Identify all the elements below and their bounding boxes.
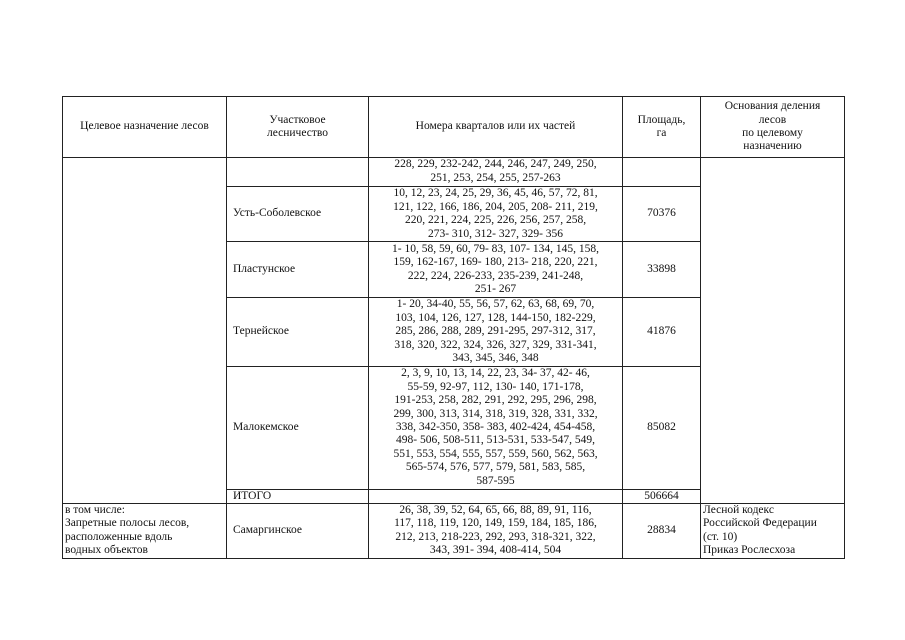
quarters-cell (369, 297, 623, 366)
area-cell: 33898 (623, 242, 701, 298)
district-cell: Тернейское (227, 297, 369, 366)
purpose-cell (63, 158, 227, 504)
text-line: 222, 224, 226-233, 235-239, 241-248, (407, 269, 584, 282)
text-line: 117, 118, 119, 120, 149, 159, 184, 185, 186, (394, 517, 597, 530)
sub-purpose-cell (63, 503, 227, 558)
header-purpose: Целевое назначение лесов (63, 97, 227, 158)
text-line: 10, 12, 23, 24, 25, 29, 36, 45, 46, 57, 72, 81, (393, 187, 598, 200)
table-row (63, 158, 845, 187)
text-line: Лесной кодекс (703, 503, 774, 516)
text-line: 551, 553, 554, 555, 557, 559, 560, 562, 563, (393, 447, 598, 460)
text-line: 338, 342-350, 358- 383, 402-424, 454-458, (395, 421, 596, 434)
area-cell: 85082 (623, 366, 701, 489)
text-line: 212, 213, 218-223, 292, 293, 318-321, 322, (395, 530, 596, 543)
header-district: Участковое лесничество (227, 97, 369, 158)
quarters-cell (369, 158, 623, 187)
text-line: 1- 10, 58, 59, 60, 79- 83, 107- 134, 145, 158, (392, 242, 599, 255)
district-cell: Малокемское (227, 366, 369, 489)
table-header-row (63, 97, 845, 158)
text-line: в том числе: (65, 503, 125, 516)
text-line: 587-595 (476, 474, 515, 487)
text-line: 26, 38, 39, 52, 64, 65, 66, 88, 89, 91, 116, (399, 503, 592, 516)
area-cell: 41876 (623, 297, 701, 366)
text-line: Запретные полосы лесов, (65, 517, 190, 530)
text-line: 220, 221, 224, 225, 226, 256, 257, 258, (404, 214, 587, 227)
district-cell (227, 158, 369, 187)
text-line: 343, 391- 394, 408-414, 504 (429, 544, 562, 557)
text-line: 103, 104, 126, 127, 128, 144-150, 182-229, (395, 311, 596, 324)
basis-cell (701, 158, 845, 504)
text-line: 285, 286, 288, 289, 291-295, 297-312, 317, (395, 325, 596, 338)
text-line: Российской Федерации (703, 517, 817, 530)
text-line: 251, 253, 254, 255, 257-263 (430, 171, 561, 184)
quarters-cell (369, 242, 623, 298)
header-basis: Основания деления лесов по целевому назначению (701, 97, 845, 158)
header-quarters: Номера кварталов или их частей (369, 97, 623, 158)
header-area: Площадь, га (623, 97, 701, 158)
area-cell (623, 158, 701, 187)
text-line: 159, 162-167, 169- 180, 213- 218, 220, 221, (393, 256, 598, 269)
text-line: (ст. 10) (703, 530, 738, 543)
sub-quarters-cell (369, 503, 623, 558)
total-quarters-cell (369, 489, 623, 503)
text-line: 251- 267 (474, 283, 517, 296)
forest-purpose-table (62, 96, 845, 559)
sub-area-cell: 28834 (623, 503, 701, 558)
text-line: 228, 229, 232-242, 244, 246, 247, 249, 250, (394, 158, 597, 171)
district-cell: Пластунское (227, 242, 369, 298)
text-line: 343, 345, 346, 348 (452, 352, 539, 365)
table-body (63, 158, 845, 559)
sub-district-cell: Самаргинское (227, 503, 369, 558)
district-cell: Усть-Соболевское (227, 186, 369, 242)
sub-basis-cell (701, 503, 845, 558)
text-line: 299, 300, 313, 314, 318, 319, 328, 331, 332, (393, 407, 598, 420)
text-line: 273- 310, 312- 327, 329- 356 (427, 227, 564, 240)
total-area: 506664 (623, 489, 701, 503)
sub-section-row (63, 503, 845, 558)
text-line: 55-59, 92-97, 112, 130- 140, 171-178, (407, 380, 584, 393)
text-line: 191-253, 258, 282, 291, 292, 295, 296, 298, (394, 394, 597, 407)
text-line: 1- 20, 34-40, 55, 56, 57, 62, 63, 68, 69, 70, (396, 298, 595, 311)
text-line: расположенные вдоль (65, 530, 173, 543)
text-line: водных объектов (65, 544, 148, 557)
text-line: 318, 320, 322, 324, 326, 327, 329, 331-341, (394, 338, 597, 351)
text-line: 2, 3, 9, 10, 13, 14, 22, 23, 34- 37, 42- 46, (401, 367, 590, 380)
text-line: 565-574, 576, 577, 579, 581, 583, 585, (405, 461, 586, 474)
area-cell: 70376 (623, 186, 701, 242)
quarters-cell (369, 366, 623, 489)
text-line: 498- 506, 508-511, 513-531, 533-547, 549, (396, 434, 595, 447)
text-line: Приказ Рослесхоза (703, 544, 796, 557)
total-label: ИТОГО (227, 489, 369, 503)
text-line: 121, 122, 166, 186, 204, 205, 208- 211, 219, (393, 200, 598, 213)
quarters-cell (369, 186, 623, 242)
